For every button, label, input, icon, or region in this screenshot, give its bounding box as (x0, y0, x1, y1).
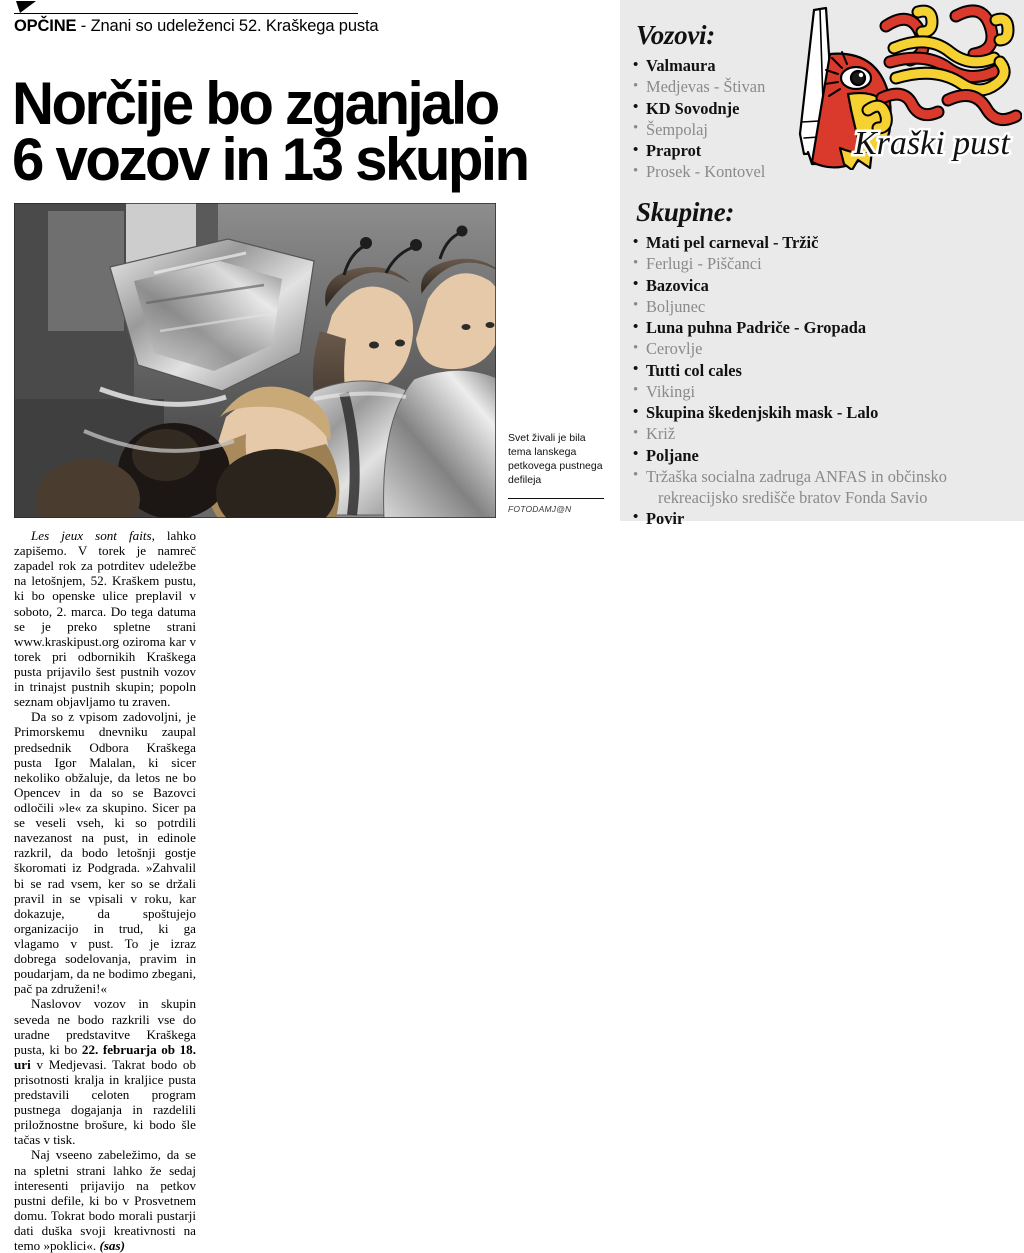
author-signature: (sas) (99, 1238, 125, 1253)
list-item[interactable]: • Poljane (630, 446, 1015, 467)
event-datetime: 22. februarja ob 18. uri (14, 1041, 196, 1072)
participants-sidebar (620, 0, 1024, 528)
paragraph-text: v Medjevasi. Takrat bodo ob prisotnosti kralja in kraljice pusta predstavili celoten program pustnega dogajanja in razdelili priložnostne brošure, ki bodo šle tačas v tisk. (14, 1056, 196, 1148)
list-item[interactable]: • Medjevas - Štivan (630, 77, 1010, 98)
list-item[interactable]: • Šempolaj (630, 120, 1010, 141)
skupine-list (630, 233, 1015, 530)
list-item[interactable]: • Luna puhna Padriče - Gropada (630, 318, 1015, 339)
list-item[interactable]: • Mati pel carneval - Tržič (630, 233, 1015, 254)
list-item[interactable]: • KD Sovodnje (630, 99, 1010, 120)
list-item[interactable]: • Skupina škedenjskih mask - Lalo (630, 403, 1015, 424)
list-item-label: Tržaška socialna zadruga ANFAS in občinsko (646, 466, 947, 486)
lead-italic-phrase: Les jeux sont faits (31, 528, 152, 543)
vozovi-heading: Vozovi: (636, 20, 715, 50)
list-item[interactable]: • Križ (630, 424, 1015, 445)
paragraph-text: , lahko zapišemo. V torek je namreč zapadel rok za potrditev udeležbe na letošnjem, 52. Kraškem pustu, ki bo openske ulice preplavil v soboto, 2. marca. Do tega datuma se je preko spletne strani www.kraskipust.org oziroma kar v torek pri odbornikih Kraškega pusta prijavilo šest pustnih vozov in trinajst pustnih skupin; popoln seznam objavljamo tu zraven. (14, 528, 197, 710)
list-item[interactable]: • Tutti col cales (630, 361, 1015, 382)
kicker-subtitle: - Znani so udeleženci 52. Kraškega pusta (76, 17, 379, 35)
kicker (14, 17, 604, 36)
list-item[interactable]: • Praprot (630, 141, 1010, 162)
list-item[interactable]: • Ferlugi - Piščanci (630, 254, 1015, 275)
photo-caption: Svet živali je bila tema lanskega petkovega pustnega defileja (508, 432, 603, 486)
page-title (12, 70, 594, 193)
headline-line-2: 6 vozov in 13 skupin (12, 125, 528, 193)
body-paragraph (14, 709, 196, 996)
list-item-label-continued: rekreacijsko središče bratov Fonda Savio (658, 487, 928, 507)
body-paragraph (14, 996, 196, 1147)
photo-caption-block (508, 432, 608, 514)
skupine-heading: Skupine: (636, 197, 735, 227)
paragraph-text: Naslovov vozov in skupin seveda ne bodo razkrili vse do uradne predstavitve Kraškega pusta, ki bo (14, 996, 196, 1057)
list-item[interactable]: • Bazovica (630, 276, 1015, 297)
logo-wordmark: Kraški pust (854, 125, 1010, 162)
headline-line-1: Norčije bo zganjalo (12, 70, 498, 138)
body-paragraph (14, 528, 196, 709)
list-item[interactable]: • Vikingi (630, 382, 1015, 403)
list-item[interactable]: • Valmaura (630, 56, 1010, 77)
photo-credit: FOTODAMJ@N (508, 504, 572, 515)
body-paragraph (14, 1147, 196, 1253)
paragraph-text: Naj vseeno zabeležimo, da se na spletni strani lahko že sedaj interesenti prijavijo na petkov pustni defile, ki bo v Prosvetnem domu. Tokrat bodo morali pustarji dati duška svoji kreativnosti na temo »poklici«. (14, 1147, 196, 1253)
list-item[interactable]: • Cerovlje (630, 339, 1015, 360)
article-body (14, 528, 196, 1253)
vozovi-list (630, 56, 1010, 184)
article-photo (14, 203, 496, 518)
list-item[interactable]: • Povir (630, 509, 1015, 530)
list-item[interactable]: • Boljunec (630, 297, 1015, 318)
paragraph-text: Da so z vpisom zadovoljni, je Primorskemu dnevniku zaupal predsednik Odbora Kraškega pusta Igor Malalan, ki sicer nekoliko obžaluje, da letos ne bo Opencev in da so se Bazovci odločili »le« za skupino. Sicer pa se veseli vseh, ki so potrdili navezanost na pust, in edinole razkril, da bodo letošnji gostje škoromati iz Podgrada. »Zahvalil bi se rad vsem, ker so se držali pravil in se vpisali v roku, kar dokazuje, da spoštujejo organizacijo in trud, ki ga vlagamo v pust. To je izraz dobrega sodelovanja, pravim in poudarjam, da ne bodimo zbegani, pač pa združeni!« (14, 709, 196, 997)
list-item[interactable] (630, 467, 1015, 509)
kicker-section: OPČINE (14, 17, 77, 35)
list-item[interactable]: • Prosek - Kontovel (630, 162, 1010, 183)
kicker-divider (14, 13, 358, 14)
caption-divider (508, 498, 604, 499)
